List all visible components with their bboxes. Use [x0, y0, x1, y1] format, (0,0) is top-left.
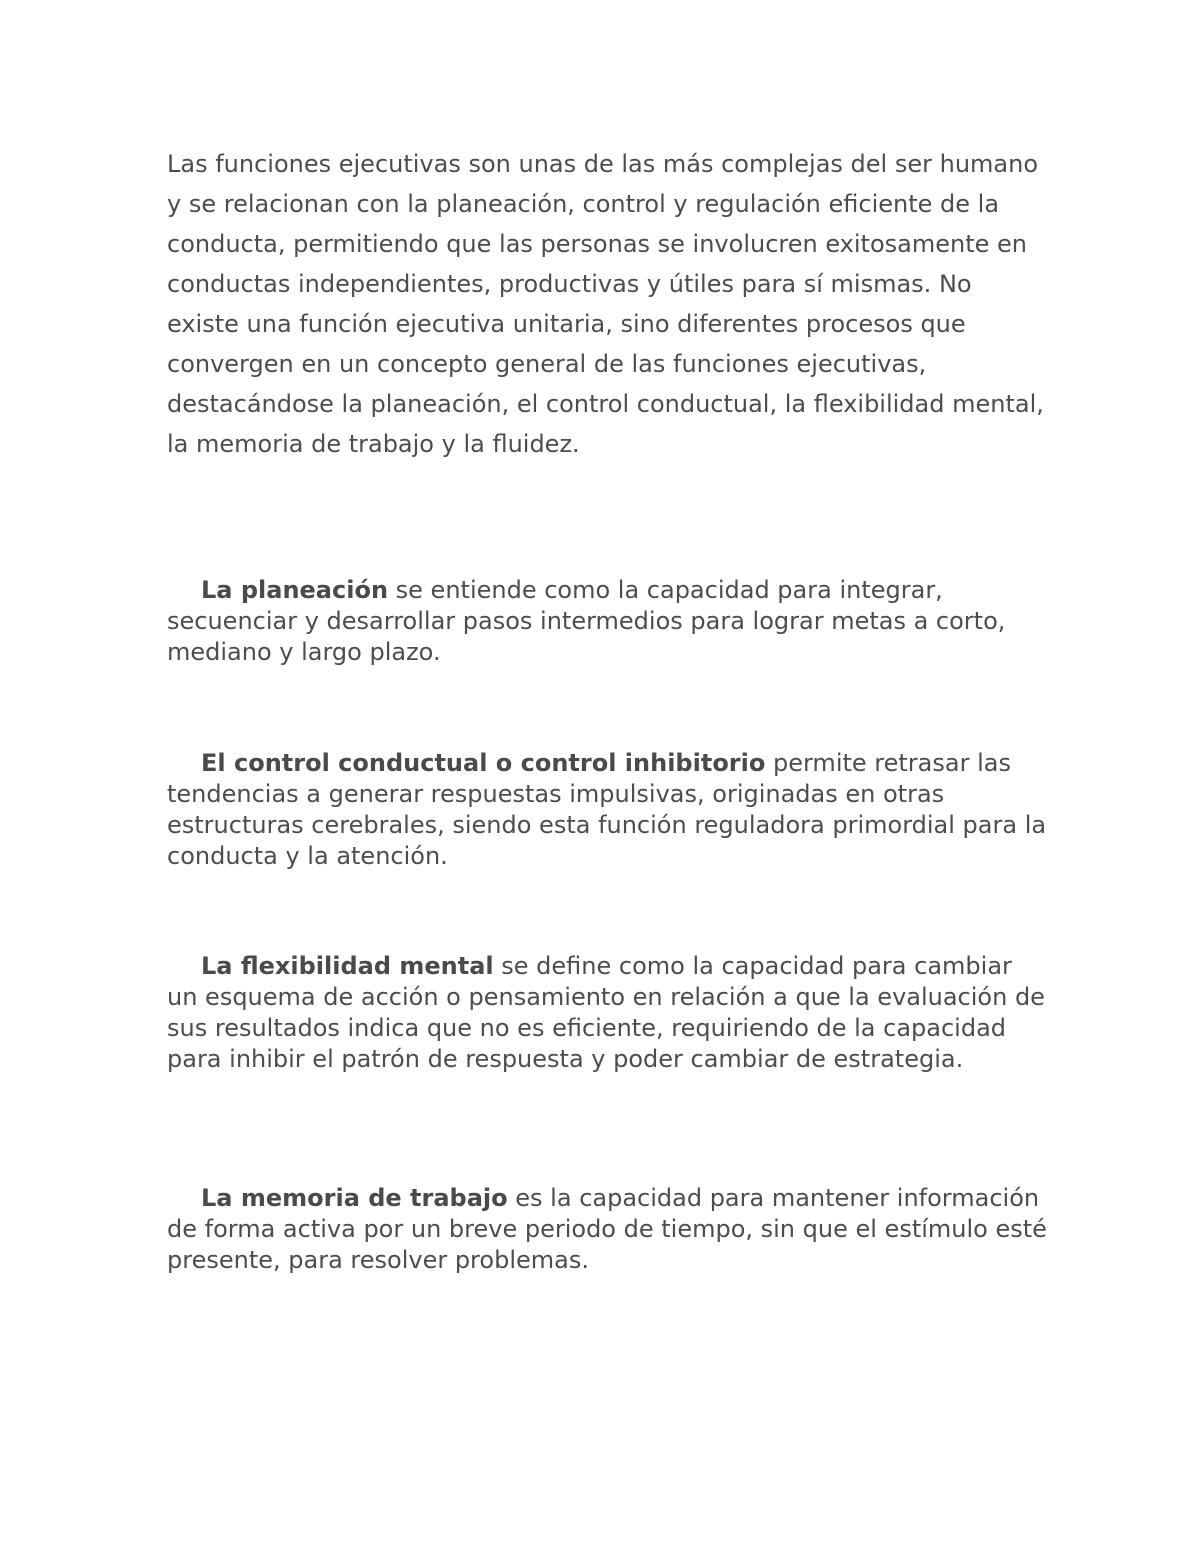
term-memoria-trabajo: La memoria de trabajo	[201, 1184, 508, 1212]
definition-flexibilidad-mental	[167, 951, 1047, 1075]
definition-planeacion	[167, 575, 1047, 668]
definition-planeacion-text: se entiende como la capacidad para integrar, secuenciar y desarrollar pasos intermedios para lograr metas a corto, mediano y largo plazo.	[167, 576, 1006, 666]
definition-memoria-trabajo-text: es la capacidad para mantener información de forma activa por un breve periodo de tiempo, sin que el estímulo esté presente, para resolver problemas.	[167, 1184, 1047, 1274]
definition-flexibilidad-mental-text: se define como la capacidad para cambiar un esquema de acción o pensamiento en relación a que la evaluación de sus resultados indica que no es eficiente, requiriendo de la capacidad para inhibir el patrón de respuesta y poder cambiar de estrategia.	[167, 952, 1045, 1073]
term-control-conductual: El control conductual o control inhibitorio	[201, 749, 766, 777]
term-flexibilidad-mental: La flexibilidad mental	[201, 952, 494, 980]
definition-control-conductual	[167, 748, 1047, 872]
term-planeacion: La planeación	[201, 576, 389, 604]
intro-paragraph: Las funciones ejecutivas son unas de las más complejas del ser humano y se relacionan con la planeación, control y regulación eficiente de la conducta, permitiendo que las personas se involucren exitosamente en conductas independientes, productivas y útiles para sí mismas. No existe una función ejecutiva unitaria, sino diferentes procesos que convergen en un concepto general de las funciones ejecutivas, destacándose la planeación, el control conductual, la flexibilidad mental, la memoria de trabajo y la fluidez.	[167, 150, 1044, 458]
definition-memoria-trabajo	[167, 1183, 1047, 1276]
definition-control-conductual-text: permite retrasar las tendencias a generar respuestas impulsivas, originadas en otras estructuras cerebrales, siendo esta función reguladora primordial para la conducta y la atención.	[167, 749, 1047, 870]
